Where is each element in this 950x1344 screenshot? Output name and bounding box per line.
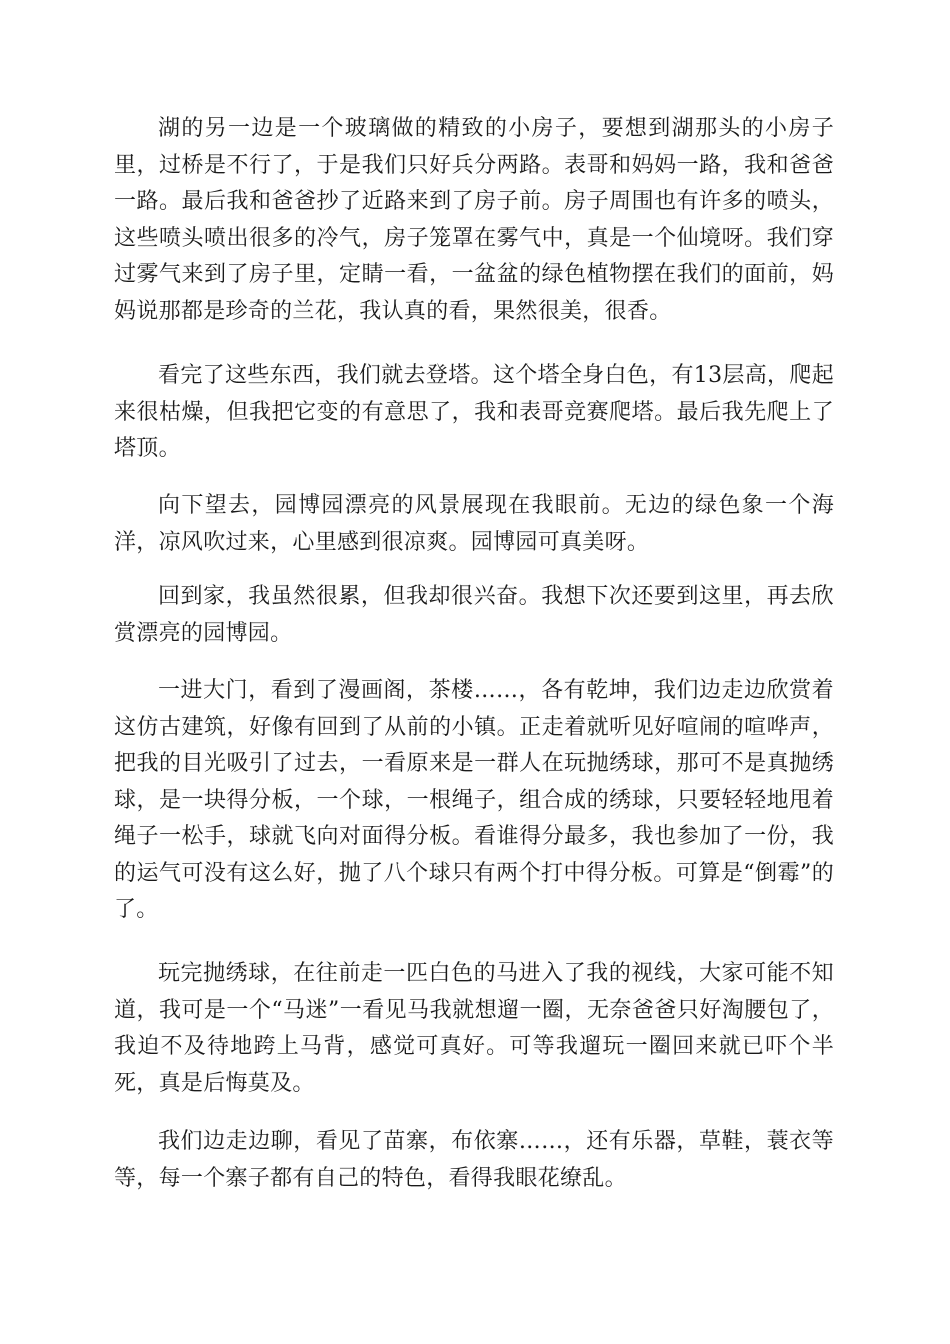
paragraph-6: 玩完抛绣球，在往前走一匹白色的马进入了我的视线，大家可能不知道，我可是一个“马迷”一看见马我就想遛一圈，无奈爸爸只好淘腰包了，我迫不及待地跨上马背，感觉可真好。可等我遛玩一圈回来就已吓个半死，真是后悔莫及。 [114, 961, 834, 1096]
paragraph-1: 湖的另一边是一个玻璃做的精致的小房子，要想到湖那头的小房子里，过桥是不行了，于是我们只好兵分两路。表哥和妈妈一路，我和爸爸一路。最后我和爸爸抄了近路来到了房子前。房子周围也有许多的喷头，这些喷头喷出很多的冷气，房子笼罩在雾气中，真是一个仙境呀。我们穿过雾气来到了房子里，定睛一看，一盆盆的绿色植物摆在我们的面前，妈妈说那都是珍奇的兰花，我认真的看，果然很美，很香。 [114, 116, 834, 324]
paragraph-3: 向下望去，园博园漂亮的风景展现在我眼前。无边的绿色象一个海洋，凉风吹过来，心里感到很凉爽。园博园可真美呀。 [114, 493, 834, 555]
paragraph-7: 我们边走边聊，看见了苗寨，布依寨……，还有乐器，草鞋，蓑衣等等，每一个寨子都有自己的特色，看得我眼花缭乱。 [114, 1129, 834, 1191]
paragraph-4: 回到家，我虽然很累，但我却很兴奋。我想下次还要到这里，再去欣赏漂亮的园博园。 [114, 584, 834, 646]
paragraph-2: 看完了这些东西，我们就去登塔。这个塔全身白色，有13层高，爬起来很枯燥，但我把它变的有意思了，我和表哥竞赛爬塔。最后我先爬上了塔顶。 [114, 363, 834, 461]
paragraph-5: 一进大门，看到了漫画阁，茶楼……，各有乾坤，我们边走边欣赏着这仿古建筑，好像有回到了从前的小镇。正走着就听见好喧闹的喧哗声，把我的目光吸引了过去，一看原来是一群人在玩抛绣球，那可不是真抛绣球，是一块得分板，一个球，一根绳子，组合成的绣球，只要轻轻地甩着绳子一松手，球就飞向对面得分板。看谁得分最多，我也参加了一份，我的运气可没有这么好，抛了八个球只有两个打中得分板。可算是“倒霉”的了。 [114, 678, 834, 922]
